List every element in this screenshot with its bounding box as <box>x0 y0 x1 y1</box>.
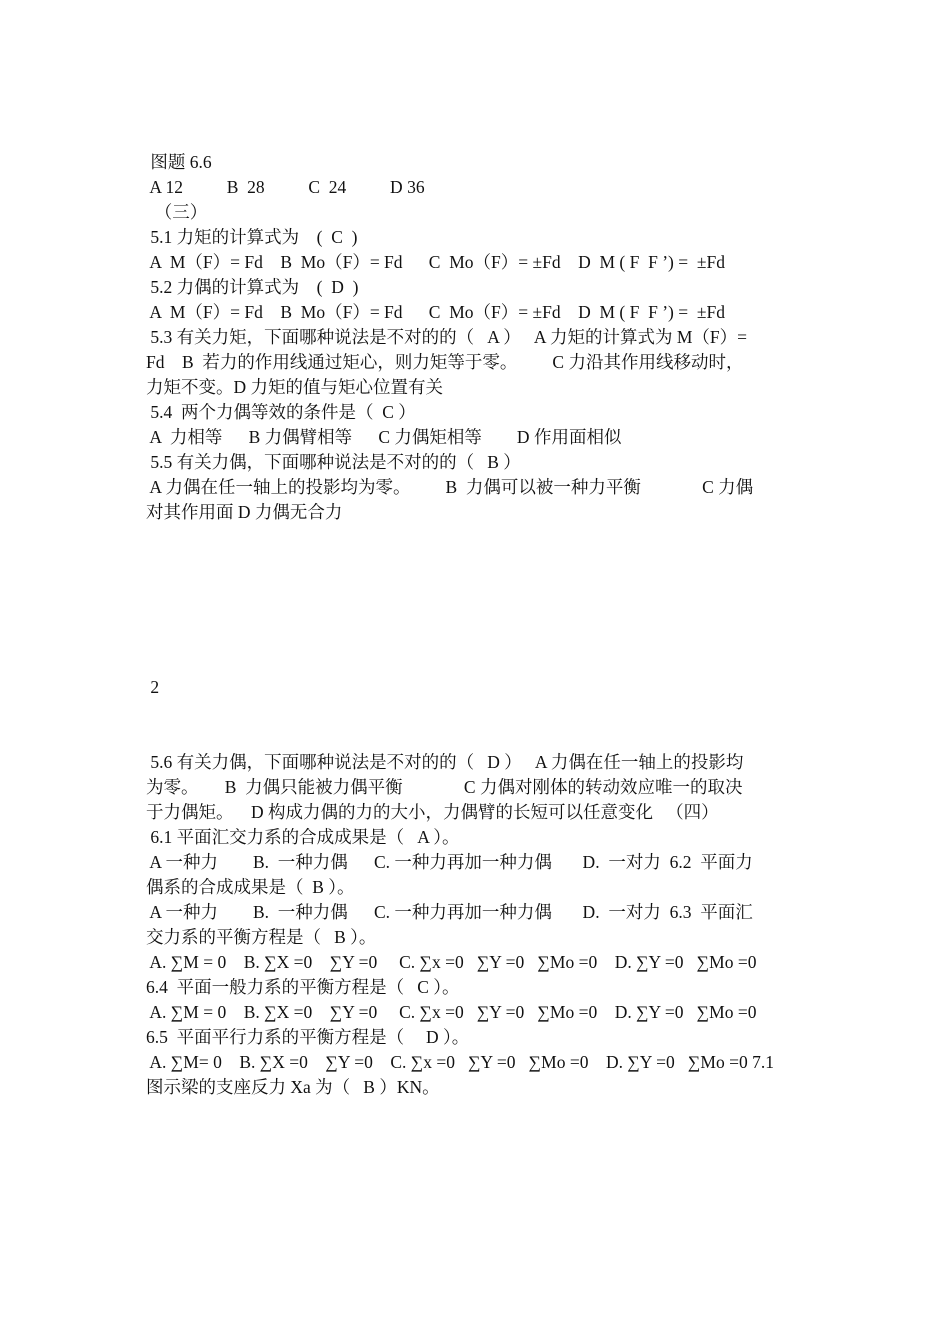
options-6-5: A. ∑M= 0 B. ∑X =0 ∑Y =0 C. ∑x =0 ∑Y =0 ∑Mo =0 D. ∑Y =0 ∑Mo =0 7.1 <box>146 1052 774 1072</box>
question-5-4: 5.4 两个力偶等效的条件是（ C ） <box>146 402 416 422</box>
options-5-1: A M（F）= Fd B Mo（F）= Fd C Mo（F）= ±Fd D M ( F F ’) = ±Fd <box>146 252 725 272</box>
question-5-6-line-3: 于力偶矩。 D 构成力偶的力的大小，力偶臂的长短可以任意变化 （四） <box>146 802 719 822</box>
question-6-2-cont: 偶系的合成成果是（ B ）。 <box>146 877 355 897</box>
question-6-1: 6.1 平面汇交力系的合成成果是（ A ）。 <box>146 827 460 847</box>
question-5-1: 5.1 力矩的计算式为 ( C ) <box>146 227 358 247</box>
question-5-3-line-1: 5.3 有关力矩，下面哪种说法是不对的的（ A ） A 力矩的计算式为 M（F）= <box>146 327 748 347</box>
question-5-3-line-3: 力矩不变。D 力矩的值与矩心位置有关 <box>146 377 444 397</box>
question-6-3-cont: 交力系的平衡方程是（ B ）。 <box>146 927 377 947</box>
options-6-3: A. ∑M = 0 B. ∑X =0 ∑Y =0 C. ∑x =0 ∑Y =0 ∑Mo =0 D. ∑Y =0 ∑Mo =0 <box>146 952 757 972</box>
page-number: 2 <box>146 677 160 697</box>
question-6-5: 6.5 平面平行力系的平衡方程是（ D ）。 <box>146 1027 470 1047</box>
options-6-2: A 一种力 B. 一种力偶 C. 一种力再加一种力偶 D. 一对力 6.3 平面汇 <box>146 902 753 922</box>
question-6-4: 6.4 平面一般力系的平衡方程是（ C ）。 <box>146 977 460 997</box>
question-5-5: 5.5 有关力偶，下面哪种说法是不对的的（ B ） <box>146 452 521 472</box>
options-5-5-line-2: 对其作用面 D 力偶无合力 <box>146 502 343 522</box>
question-7-1: 图示梁的支座反力 Xa 为（ B ）KN。 <box>146 1077 440 1097</box>
question-5-6-line-2: 为零。 B 力偶只能被力偶平衡 C 力偶对刚体的转动效应唯一的取决 <box>146 777 743 797</box>
question-5-2: 5.2 力偶的计算式为 ( D ) <box>146 277 359 297</box>
figure-caption: 图题 6.6 <box>146 152 212 172</box>
options-5-5-line-1: A 力偶在任一轴上的投影均为零。 B 力偶可以被一种力平衡 C 力偶 <box>146 477 754 497</box>
answer-options-6-6: A 12 B 28 C 24 D 36 <box>146 177 425 197</box>
options-5-2: A M（F）= Fd B Mo（F）= Fd C Mo（F）= ±Fd D M ( F F ’) = ±Fd <box>146 302 725 322</box>
question-5-6-line-1: 5.6 有关力偶，下面哪种说法是不对的的（ D ） A 力偶在任一轴上的投影均 <box>146 752 744 772</box>
options-6-4: A. ∑M = 0 B. ∑X =0 ∑Y =0 C. ∑x =0 ∑Y =0 ∑Mo =0 D. ∑Y =0 ∑Mo =0 <box>146 1002 757 1022</box>
options-6-1: A 一种力 B. 一种力偶 C. 一种力再加一种力偶 D. 一对力 6.2 平面力 <box>146 852 753 872</box>
section-heading-3: （三） <box>146 202 208 222</box>
question-5-3-line-2: Fd B 若力的作用线通过矩心，则力矩等于零。 C 力沿其作用线移动时， <box>146 352 744 372</box>
options-5-4: A 力相等 B 力偶臂相等 C 力偶矩相等 D 作用面相似 <box>146 427 622 447</box>
